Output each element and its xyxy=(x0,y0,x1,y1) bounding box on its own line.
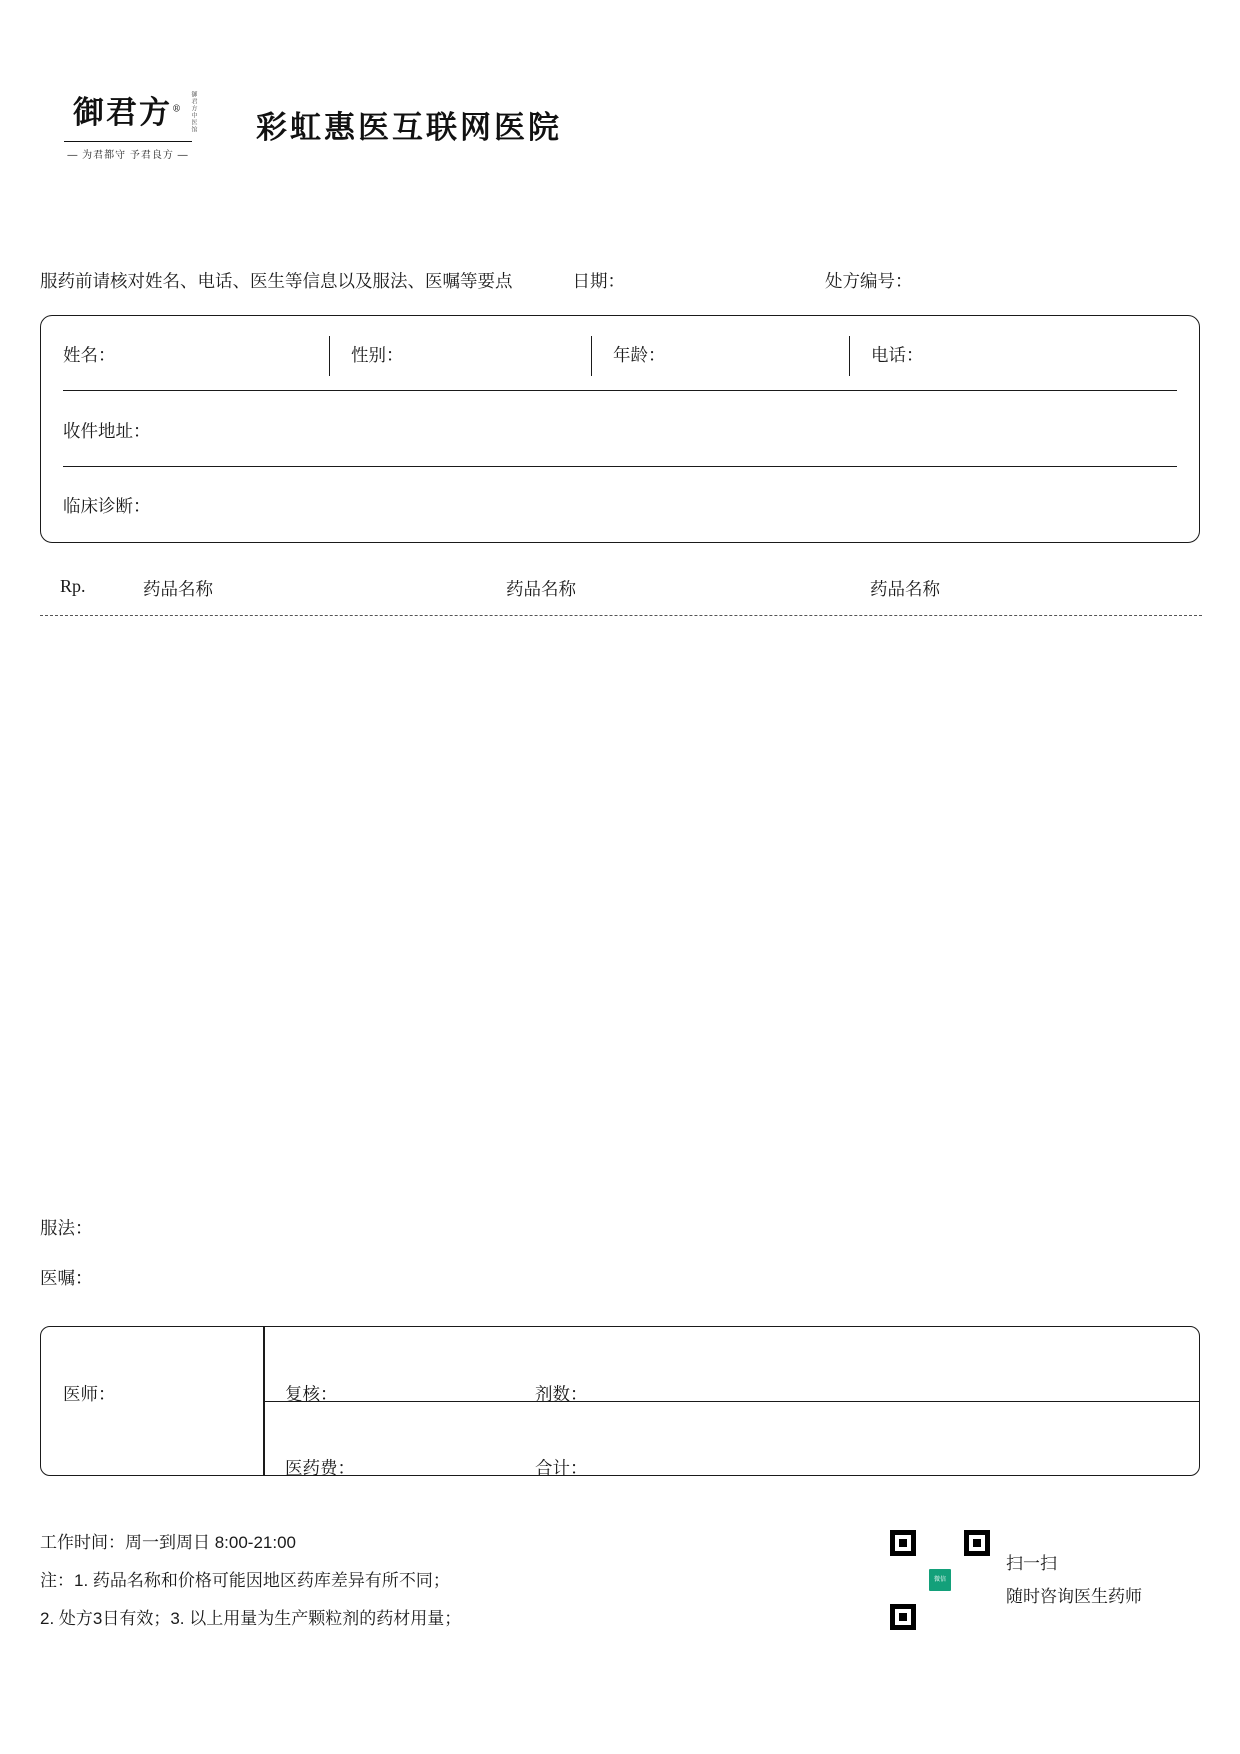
patient-age-field[interactable] xyxy=(591,316,849,392)
divider-name-gender xyxy=(329,336,330,376)
patient-address-label: 收件地址： xyxy=(63,420,151,441)
hospital-name: 彩虹惠医互联网医院 xyxy=(256,109,562,146)
prescription-separator xyxy=(40,615,1202,616)
drug-name-column-1: 药品名称 xyxy=(143,579,213,599)
qr-caption-line-2: 随时咨询医生药师 xyxy=(1006,1587,1142,1606)
drug-name-column-3: 药品名称 xyxy=(870,579,940,599)
doctor-advice-label: 医嘱： xyxy=(40,1268,93,1288)
brand-logo xyxy=(58,85,198,163)
patient-gender-label: 性别： xyxy=(351,344,404,365)
meta-row xyxy=(40,268,1200,293)
total-label: 合计： xyxy=(535,1458,588,1478)
patient-info-box xyxy=(40,315,1200,543)
doctor-advice-field[interactable] xyxy=(40,1265,93,1290)
qr-caption-line-1: 扫一扫 xyxy=(1006,1554,1057,1573)
recheck-label: 复核： xyxy=(285,1384,338,1404)
logo-registered-mark: ® xyxy=(172,104,183,115)
working-hours: 工作时间：周一到周日 8:00-21:00 xyxy=(40,1533,297,1552)
qr-finder-top-right xyxy=(964,1530,990,1556)
patient-phone-field[interactable] xyxy=(849,316,1199,392)
footer-note-line-1: 注：1. 药品名称和价格可能因地区药库差异有所不同； xyxy=(40,1571,450,1590)
rp-symbol: Rp. xyxy=(60,576,86,596)
prescription-number-label: 处方编号： xyxy=(825,271,913,291)
qr-caption xyxy=(1006,1547,1142,1613)
qr-finder-top-left xyxy=(890,1530,916,1556)
footer-notes xyxy=(40,1524,461,1638)
drug-name-column-2: 药品名称 xyxy=(506,579,576,599)
signature-horizontal-divider xyxy=(263,1401,1199,1402)
patient-gender-field[interactable] xyxy=(329,316,591,392)
qr-finder-bottom-left xyxy=(890,1604,916,1630)
dose-count-label: 剂数： xyxy=(535,1384,588,1404)
document-header xyxy=(58,85,562,163)
patient-info-row-primary xyxy=(41,316,1199,392)
patient-address-field[interactable] xyxy=(41,392,1199,468)
logo-divider xyxy=(64,141,192,142)
prescription-column-headers xyxy=(40,576,1200,602)
clinical-diagnosis-field[interactable] xyxy=(41,468,1199,542)
qr-section xyxy=(888,1528,1142,1632)
logo-text: 御君方 xyxy=(73,95,172,131)
patient-age-label: 年龄： xyxy=(613,344,666,365)
qr-code-icon[interactable] xyxy=(888,1528,992,1632)
usage-label: 服法： xyxy=(40,1218,93,1238)
date-label: 日期： xyxy=(572,271,625,291)
patient-phone-label: 电话： xyxy=(871,344,924,365)
footer-note-line-2: 2. 处方3日有效；3. 以上用量为生产颗粒剂的药材用量； xyxy=(40,1609,462,1628)
logo-side-text: 御君方中医馆 xyxy=(190,91,196,133)
patient-name-label: 姓名： xyxy=(63,344,116,365)
signature-box xyxy=(40,1326,1200,1476)
medicine-fee-label: 医药费： xyxy=(285,1458,355,1478)
clinical-diagnosis-label: 临床诊断： xyxy=(63,495,151,516)
doctor-signature-label: 医师： xyxy=(63,1384,116,1404)
patient-name-field[interactable] xyxy=(41,316,329,392)
verification-notice: 服药前请核对姓名、电话、医生等信息以及服法、医嘱等要点 xyxy=(40,271,513,291)
divider-age-phone xyxy=(849,336,850,376)
logo-tagline: — 为君都守 予君良方 — xyxy=(67,150,189,161)
qr-center-logo: 微信 xyxy=(926,1566,954,1594)
logo-wordmark xyxy=(73,87,183,132)
usage-field[interactable] xyxy=(40,1215,93,1240)
divider-gender-age xyxy=(591,336,592,376)
